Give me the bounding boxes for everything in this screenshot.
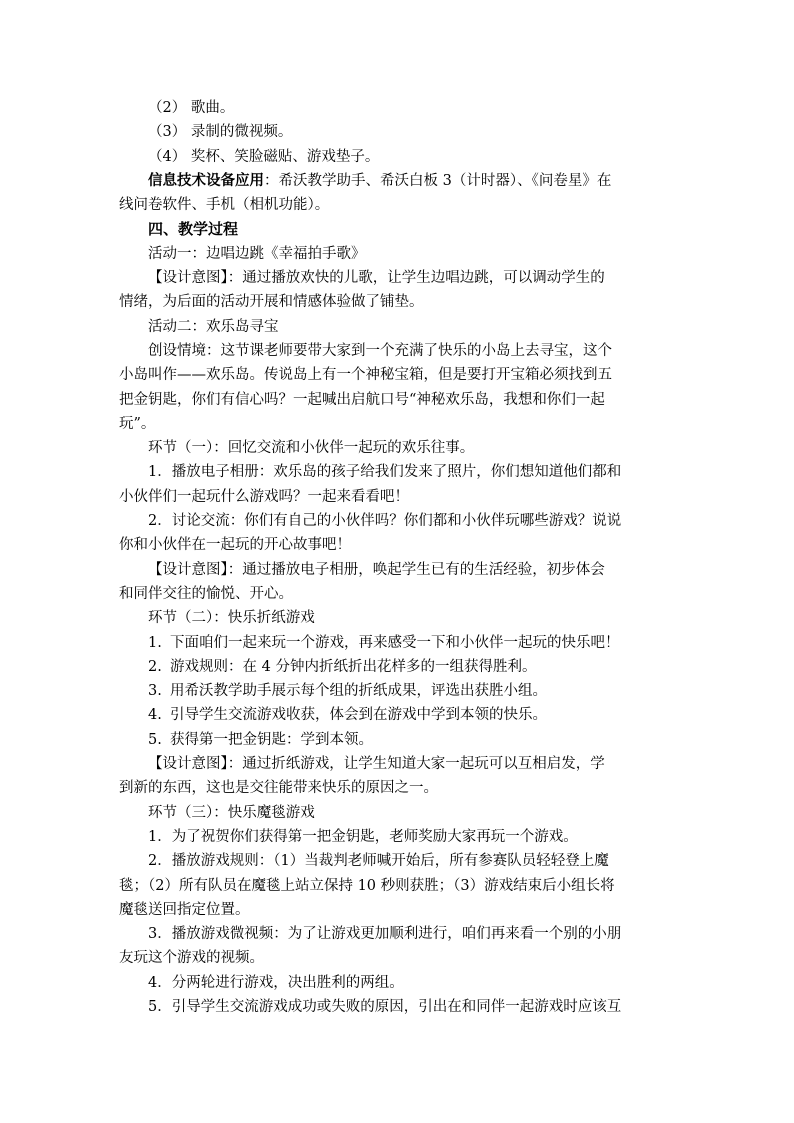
- step3-title: 环节（三）：快乐魔毯游戏: [148, 804, 315, 821]
- activity2-scenario-line2: 小岛叫作——欢乐岛。传说岛上有一个神秘宝箱，但是要打开宝箱必须找到五: [119, 367, 612, 384]
- list-text: 获得第一把金钥匙：学到本领。: [170, 731, 373, 748]
- step2-item: [119, 655, 667, 679]
- material-item-3: （3） 录制的微视频。: [148, 124, 293, 141]
- step3-line: 魔毯送回指定位置。: [119, 901, 250, 918]
- list-number: 1.: [148, 634, 162, 651]
- list-number: 3.: [148, 683, 162, 700]
- step3-line: 友玩这个游戏的视频。: [119, 950, 264, 967]
- step3-line: 2．播放游戏规则：（1）当裁判老师喊开始后，所有参赛队员轻轻登上魔: [148, 853, 609, 870]
- section-title: 四、教学过程: [148, 220, 239, 239]
- activity1-title: 活动一：边唱边跳《幸福拍手歌》: [148, 245, 366, 262]
- step2-intent-line2: 到新的东西，这也是交往能带来快乐的原因之一。: [119, 780, 438, 797]
- step3-line: 毯；（2）所有队员在魔毯上站立保持 10 秒则获胜；（3）游戏结束后小组长将: [119, 877, 615, 894]
- step3-line: 1．为了祝贺你们获得第一把金钥匙，老师奖励大家再玩一个游戏。: [148, 828, 578, 845]
- step1-line3: 2．讨论交流：你们有自己的小伙伴吗？你们都和小伙伴玩哪些游戏？说说: [148, 513, 622, 530]
- step2-title: 环节（二）：快乐折纸游戏: [148, 610, 315, 627]
- step1-intent-line2: 和同伴交往的愉悦、开心。: [119, 585, 293, 602]
- step2-item: [119, 703, 667, 727]
- step3-line: 5．引导学生交流游戏成功或失败的原因，引出在和同伴一起游戏时应该互: [148, 998, 622, 1015]
- list-number: 5.: [148, 731, 162, 748]
- activity2-scenario-line1: 创设情境：这节课老师要带大家到一个充满了快乐的小岛上去寻宝，这个: [148, 342, 612, 359]
- step1-line2: 小伙伴们一起玩什么游戏吗？一起来看看吧！: [119, 488, 409, 505]
- list-text: 引导学生交流游戏收获，体会到在游戏中学到本领的快乐。: [170, 707, 547, 724]
- document-page: [119, 96, 667, 1019]
- step2-item: [119, 728, 667, 752]
- tech-text: ：希沃教学助手、希沃白板 3（计时器）、《问卷星》在: [264, 172, 612, 189]
- material-item-2: （2） 歌曲。: [148, 100, 235, 116]
- activity2-title: 活动二：欢乐岛寻宝: [148, 318, 279, 335]
- activity2-scenario-line3: 把金钥匙，你们有信心吗？一起喊出启航口号“神秘欢乐岛，我想和你们一起: [119, 391, 605, 408]
- step3-line: 4．分两轮进行游戏，决出胜利的两组。: [148, 974, 404, 991]
- list-number: 2.: [148, 658, 162, 675]
- step1-line1: 1．播放电子相册：欢乐岛的孩子给我们发来了照片，你们想知道他们都和: [148, 464, 622, 481]
- tech-paragraph-line1: [119, 169, 667, 193]
- list-text: 游戏规则：在 4 分钟内折纸折出花样多的一组获得胜利。: [170, 658, 537, 675]
- list-text: 下面咱们一起来玩一个游戏，再来感受一下和小伙伴一起玩的快乐吧！: [170, 634, 620, 651]
- tech-label: 信息技术设备应用: [148, 171, 264, 189]
- step3-line: 3．播放游戏微视频：为了让游戏更加顺利进行，咱们再来看一个别的小朋: [148, 926, 622, 943]
- list-text: 用希沃教学助手展示每个组的折纸成果，评选出获胜小组。: [170, 683, 547, 700]
- activity1-intent-line1: 【设计意图】：通过播放欢快的儿歌，让学生边唱边跳，可以调动学生的: [148, 270, 605, 287]
- material-item-4: （4） 奖杯、笑脸磁贴、游戏垫子。: [148, 148, 380, 165]
- step1-intent-line1: 【设计意图】：通过播放电子相册，唤起学生已有的生活经验，初步体会: [148, 561, 605, 578]
- activity1-intent-line2: 情绪，为后面的活动开展和情感体验做了铺垫。: [119, 294, 424, 311]
- tech-paragraph-line2: 线问卷软件、手机（相机功能）。: [119, 197, 330, 214]
- step2-intent-line1: 【设计意图】：通过折纸游戏，让学生知道大家一起玩可以互相启发，学: [148, 756, 605, 773]
- step2-item: [119, 679, 667, 703]
- list-number: 4.: [148, 707, 162, 724]
- step1-line4: 你和小伙伴在一起玩的开心故事吧！: [119, 537, 351, 554]
- step2-item: [119, 631, 667, 655]
- activity2-scenario-line4: 玩”。: [119, 415, 156, 432]
- step1-title: 环节（一）：回忆交流和小伙伴一起玩的欢乐往事。: [148, 440, 475, 457]
